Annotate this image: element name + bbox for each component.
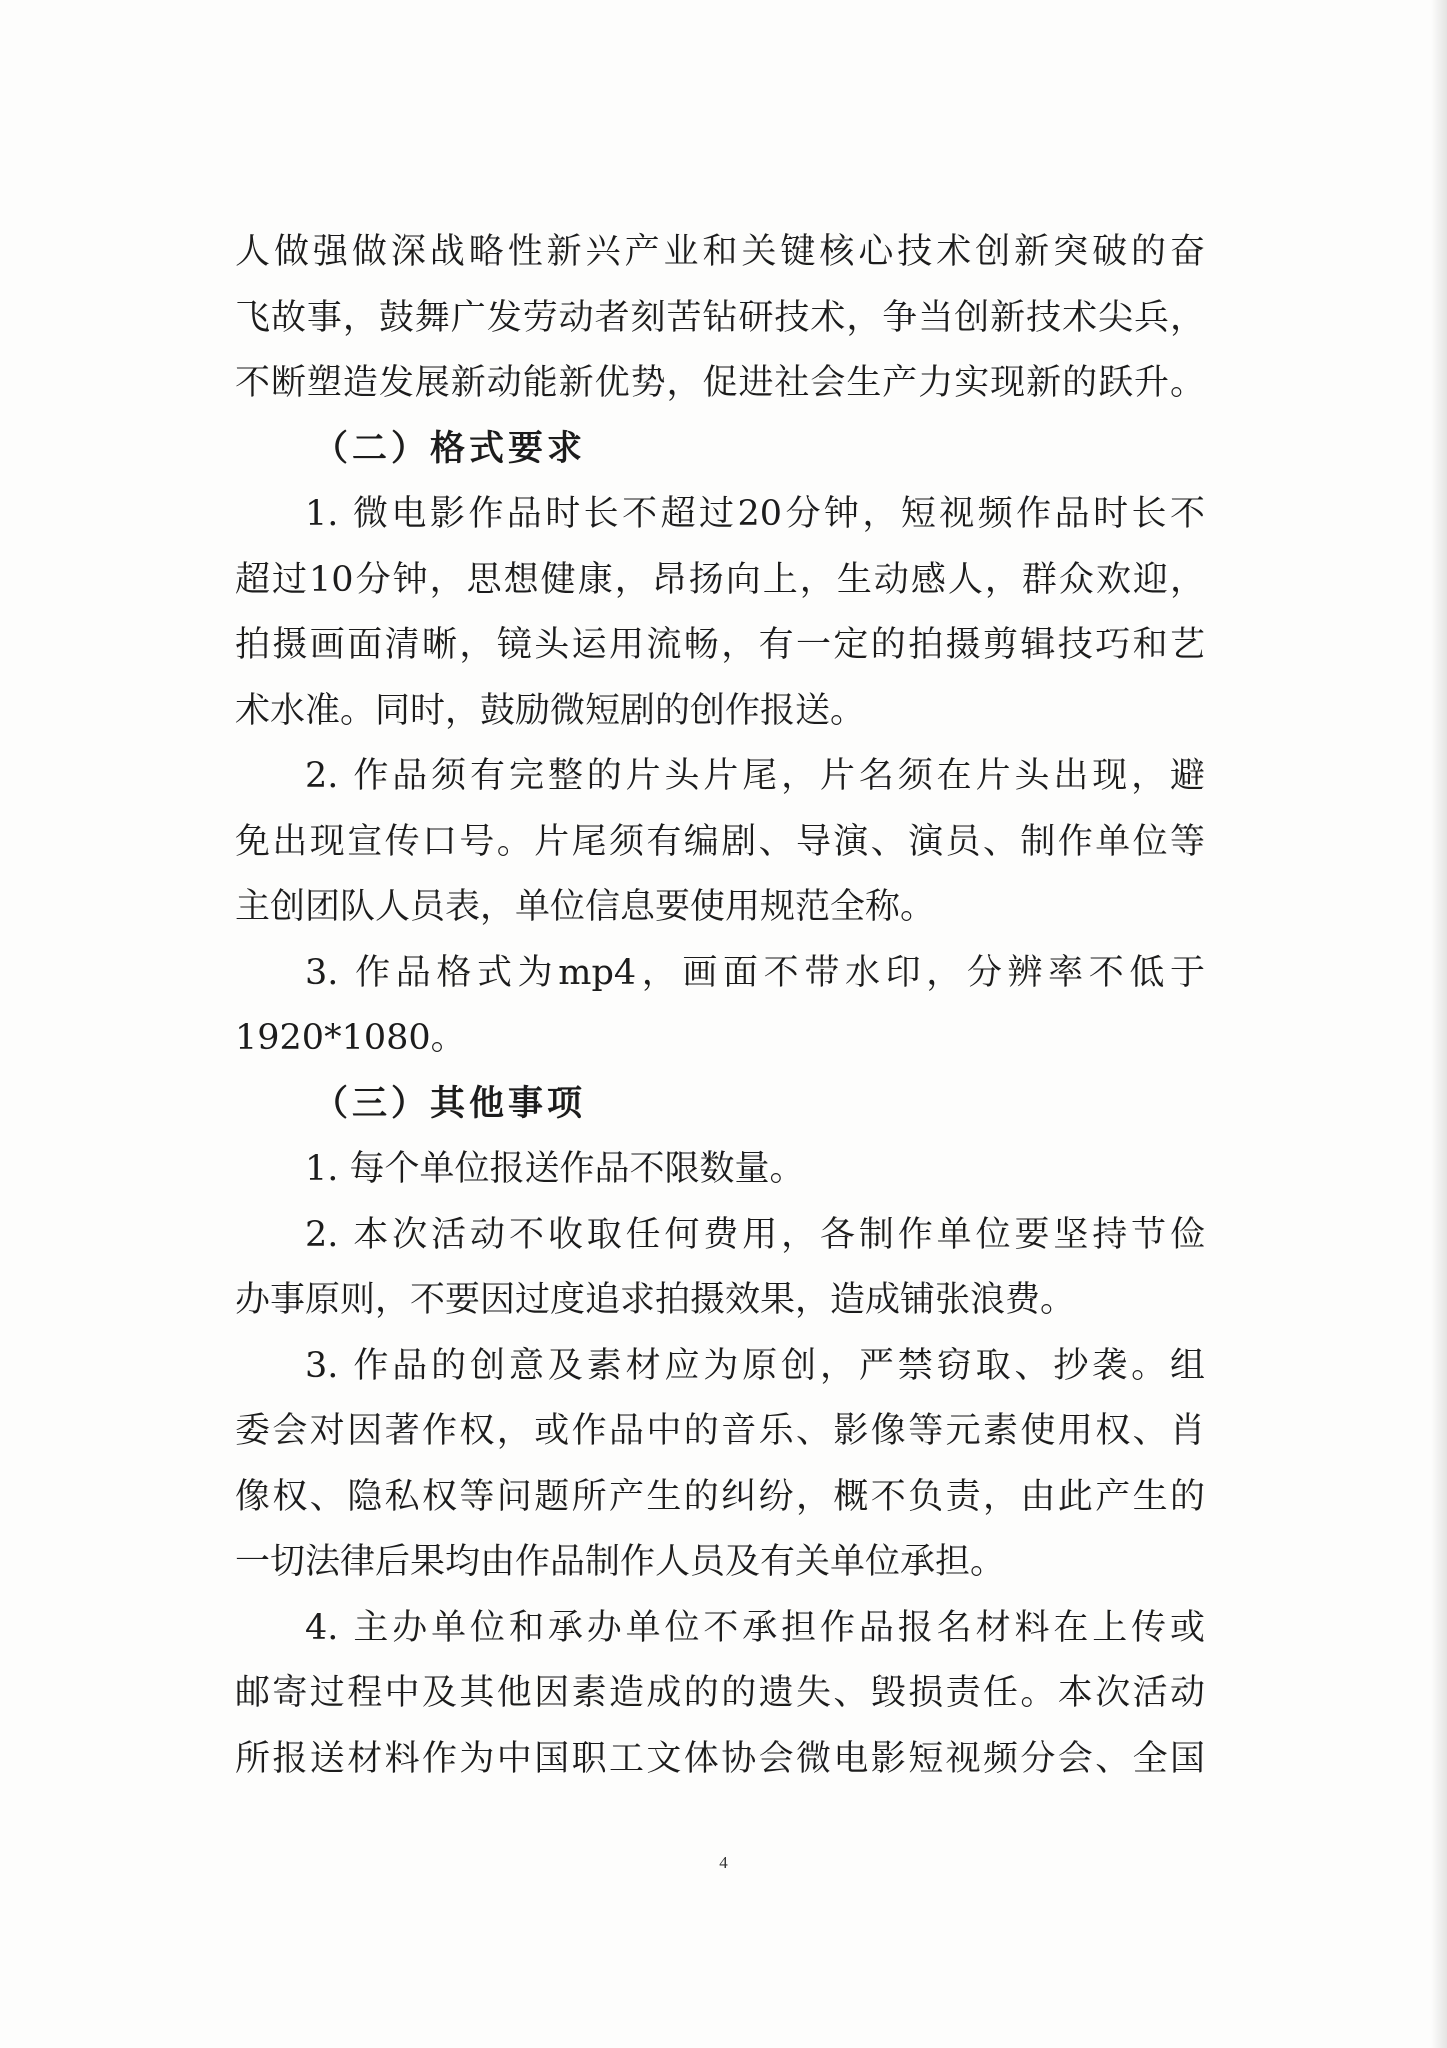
paragraph-line: 主创团队人员表，单位信息要使用规范全称。 [235, 887, 936, 927]
paragraph-line: 所报送材料作为中国职工文体协会微电影短视频分会、全国 [235, 1738, 1205, 1779]
page-edge-shadow [1431, 0, 1447, 2048]
paragraph-line: 一切法律后果均由作品制作人员及有关单位承担。 [235, 1542, 1006, 1582]
paragraph-line: 飞故事，鼓舞广发劳动者刻苦钻研技术，争当创新技术尖兵， [235, 297, 1205, 338]
document-body [235, 220, 1205, 1792]
paragraph-line: 3. 作品的创意及素材应为原创，严禁窃取、抄袭。组 [305, 1345, 1205, 1386]
paragraph-line: 术水准。同时，鼓励微短剧的创作报送。 [235, 690, 866, 731]
paragraph-line: 1920*1080。 [235, 1018, 466, 1058]
paragraph-line: 不断塑造发展新动能新优势，促进社会生产力实现新的跃升。 [235, 363, 1205, 403]
paragraph-line: 4. 主办单位和承办单位不承担作品报名材料在上传或 [305, 1607, 1205, 1648]
paragraph-line: 像权、隐私权等问题所产生的纠纷，概不负责，由此产生的 [235, 1476, 1205, 1517]
paragraph-line: 拍摄画面清晰，镜头运用流畅，有一定的拍摄剪辑技巧和艺 [235, 625, 1205, 665]
paragraph-line: 1. 每个单位报送作品不限数量。 [305, 1149, 805, 1189]
paragraph-line: 超过10分钟，思想健康，昂扬向上，生动感人，群众欢迎， [235, 559, 1205, 600]
paragraph-line: 免出现宣传口号。片尾须有编剧、导演、演员、制作单位等 [235, 821, 1205, 862]
paragraph-line: 人做强做深战略性新兴产业和关键核心技术创新突破的奋 [235, 232, 1205, 272]
section-heading-other-matters: （三）其他事项 [313, 1083, 587, 1124]
paragraph-line: 1. 微电影作品时长不超过20分钟，短视频作品时长不 [305, 494, 1205, 534]
page-number: 4 [719, 1853, 728, 1872]
section-heading-format-requirements: （二）格式要求 [313, 428, 587, 469]
paragraph-line: 3. 作品格式为mp4，画面不带水印，分辨率不低于 [305, 952, 1205, 993]
paragraph-line: 2. 作品须有完整的片头片尾，片名须在片头出现，避 [305, 756, 1205, 796]
paragraph-line: 办事原则，不要因过度追求拍摄效果，造成铺张浪费。 [235, 1280, 1076, 1320]
paragraph-line: 邮寄过程中及其他因素造成的的遗失、毁损责任。本次活动 [235, 1673, 1205, 1713]
paragraph-line: 2. 本次活动不收取任何费用，各制作单位要坚持节俭 [305, 1214, 1205, 1255]
paragraph-line: 委会对因著作权，或作品中的音乐、影像等元素使用权、肖 [235, 1411, 1205, 1451]
